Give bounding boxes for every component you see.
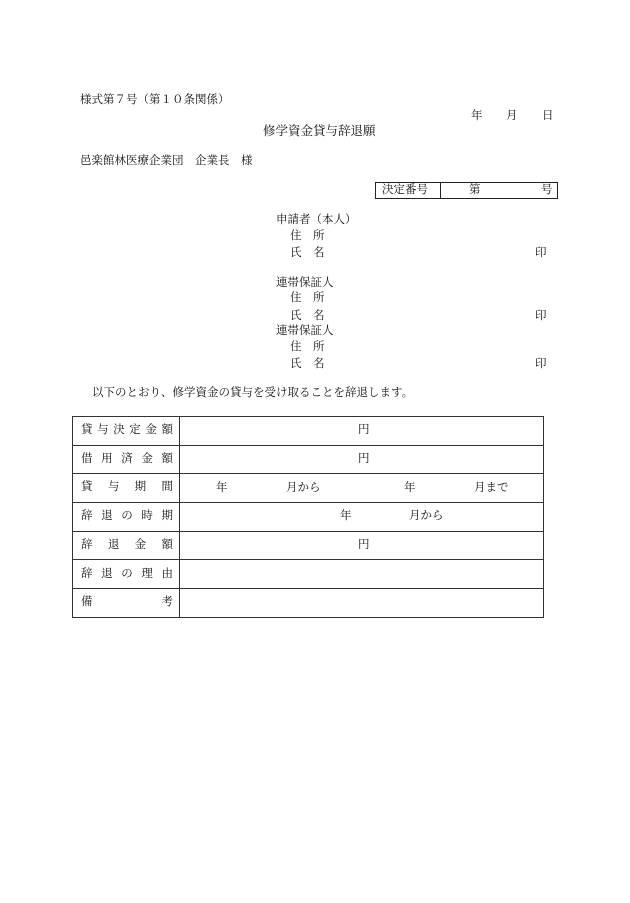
date-month-label: 月 bbox=[506, 110, 518, 122]
label-cell bbox=[73, 589, 180, 618]
withdrawal-amount-unit: 円 bbox=[358, 539, 370, 552]
value-cell bbox=[180, 560, 544, 589]
value-cell bbox=[180, 417, 544, 446]
guarantor-1-name-label: 氏 名 bbox=[290, 310, 325, 322]
withdrawal-date-year: 年 bbox=[340, 510, 352, 523]
loan-period-to-month: 月まで bbox=[474, 481, 509, 494]
statement: 以下のとおり、修学資金の貸与を受け取ることを辞退します。 bbox=[92, 387, 414, 399]
row-label-borrowed-amount: 借 用 済 金 額 bbox=[81, 452, 173, 465]
table-row bbox=[73, 417, 544, 446]
label-cell bbox=[73, 417, 180, 446]
value-cell bbox=[180, 503, 544, 532]
label-cell bbox=[73, 474, 180, 503]
guarantor-2-address-label: 住 所 bbox=[290, 341, 325, 353]
label-cell bbox=[73, 531, 180, 560]
guarantor-2-seal-mark: 印 bbox=[535, 358, 547, 370]
decision-number-label-cell bbox=[376, 183, 441, 198]
label-cell bbox=[73, 503, 180, 532]
applicant-address-label: 住 所 bbox=[290, 230, 325, 242]
value-cell bbox=[180, 445, 544, 474]
borrowed-amount-unit: 円 bbox=[358, 453, 370, 466]
addressee: 邑楽館林医療企業団 企業長 様 bbox=[80, 155, 253, 167]
table-row bbox=[73, 531, 544, 560]
document-title: 修学資金貸与辞退願 bbox=[263, 124, 376, 138]
guarantor-1-heading: 連帯保証人 bbox=[276, 277, 334, 289]
row-label-withdrawal-date: 辞 退 の 時 期 bbox=[81, 510, 173, 523]
row-label-withdrawal-amount: 辞 退 金 額 bbox=[81, 538, 173, 551]
decision-number-value-cell bbox=[441, 183, 557, 198]
row-label-withdrawal-reason: 辞 退 の 理 由 bbox=[81, 567, 173, 580]
withdrawal-details-table bbox=[72, 416, 544, 618]
applicant-heading: 申請者（本人） bbox=[276, 214, 357, 226]
guarantor-1-address-label: 住 所 bbox=[290, 292, 325, 304]
label-cell bbox=[73, 445, 180, 474]
value-cell bbox=[180, 531, 544, 560]
value-cell bbox=[180, 589, 544, 618]
row-label-remarks: 備 考 bbox=[81, 596, 173, 609]
decision-number-label: 決定番号 bbox=[382, 184, 428, 196]
guarantor-1-seal-mark: 印 bbox=[535, 310, 547, 322]
loan-period-from-year: 年 bbox=[216, 481, 228, 494]
decision-number-suffix: 号 bbox=[541, 184, 553, 196]
form-number: 様式第７号（第１０条関係） bbox=[80, 94, 230, 106]
loan-period-to-year: 年 bbox=[404, 481, 416, 494]
value-cell bbox=[180, 474, 544, 503]
withdrawal-date-month: 月から bbox=[409, 510, 444, 523]
table-row bbox=[73, 474, 544, 503]
date-day-label: 日 bbox=[542, 110, 554, 122]
row-label-decided-amount: 貸 与 決 定 金 額 bbox=[81, 424, 173, 437]
guarantor-2-heading: 連帯保証人 bbox=[276, 325, 334, 337]
applicant-name-label: 氏 名 bbox=[290, 247, 325, 259]
table-row bbox=[73, 503, 544, 532]
loan-period-from-month: 月から bbox=[286, 481, 321, 494]
guarantor-2-name-label: 氏 名 bbox=[290, 358, 325, 370]
applicant-seal-mark: 印 bbox=[535, 247, 547, 259]
date-year-label: 年 bbox=[471, 110, 483, 122]
decision-number-box bbox=[375, 182, 558, 199]
table-row bbox=[73, 589, 544, 618]
table-row bbox=[73, 560, 544, 589]
table-row bbox=[73, 445, 544, 474]
label-cell bbox=[73, 560, 180, 589]
decision-number-prefix: 第 bbox=[469, 184, 481, 196]
row-label-loan-period: 貸 与 期 間 bbox=[81, 481, 173, 494]
decided-amount-unit: 円 bbox=[358, 424, 370, 437]
